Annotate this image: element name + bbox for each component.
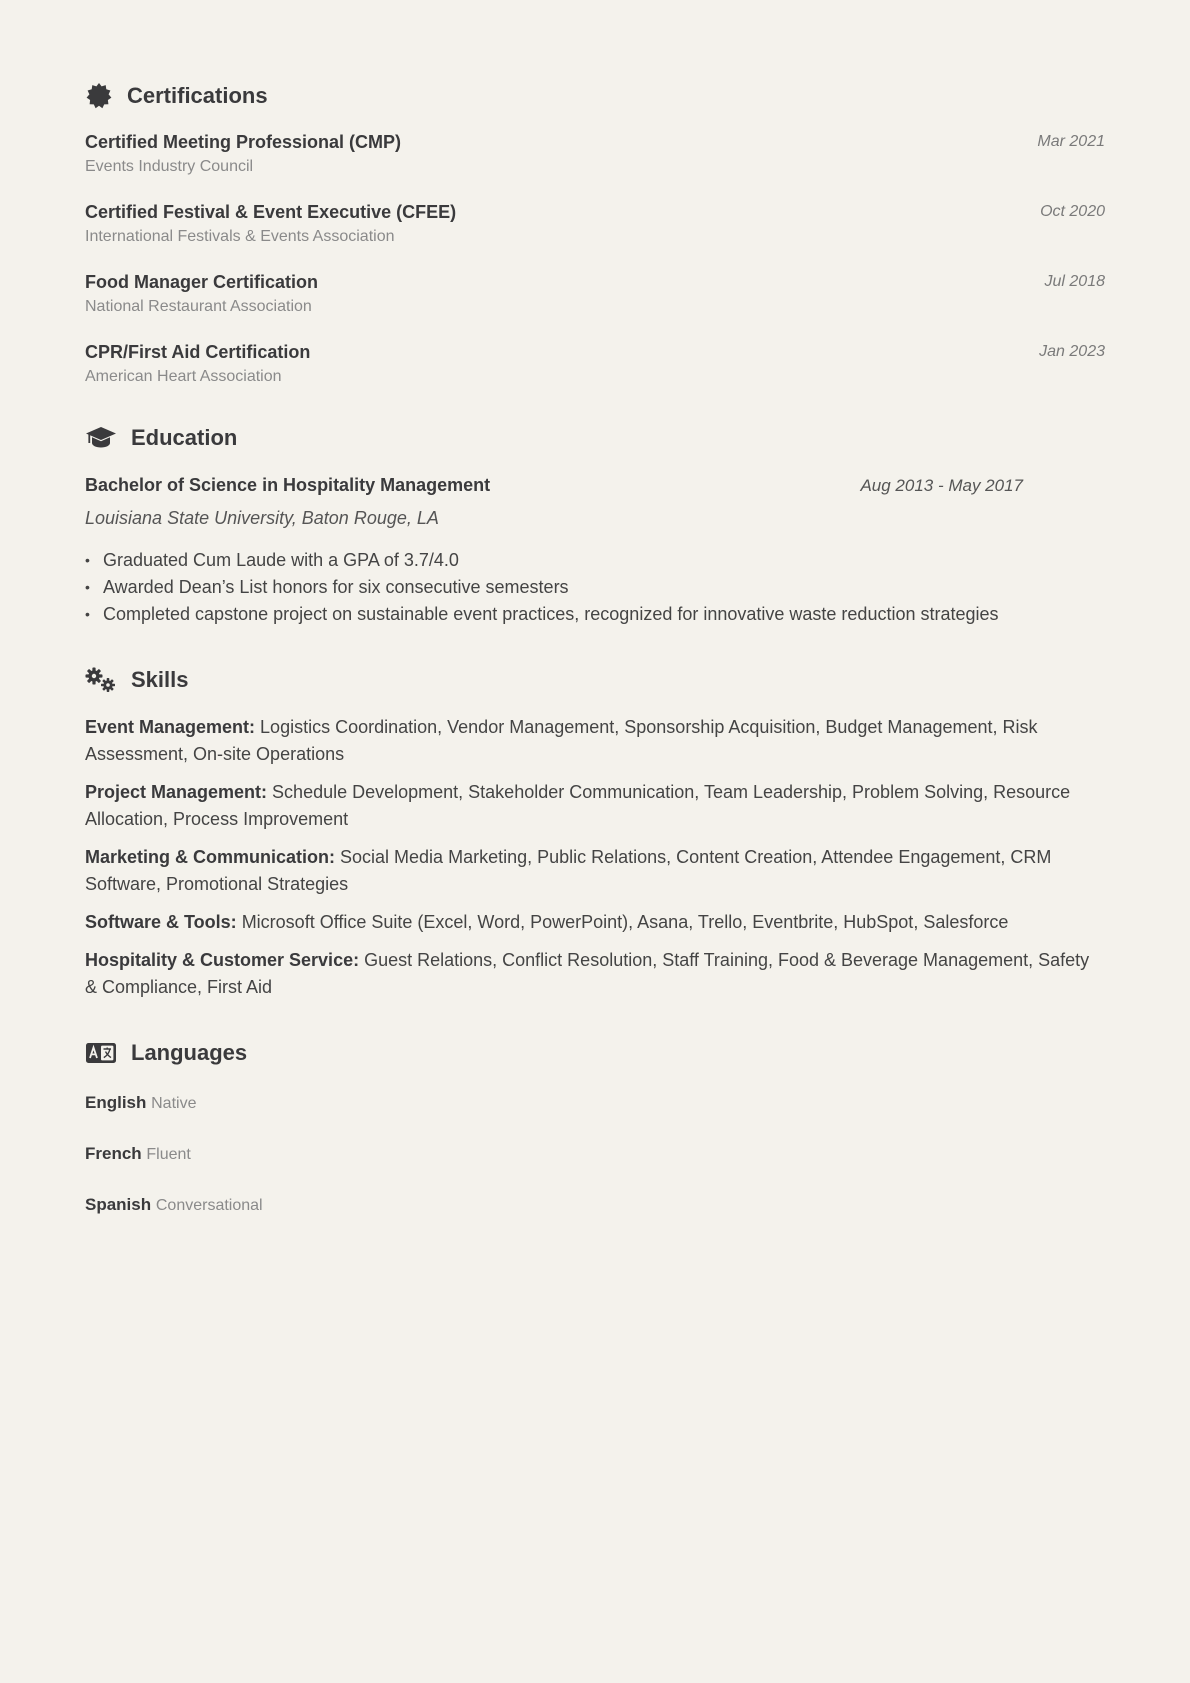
skill-value: Schedule Development, Stakeholder Communication, Team Leadership, Problem Solving, Resource Allocation, Process Improvement: [85, 782, 1071, 829]
list-item: • Awarded Dean’s List honors for six consecutive semesters: [103, 574, 1105, 601]
certifications-header: [85, 82, 1105, 110]
cert-issuer: Events Industry Council: [85, 158, 254, 175]
language-name: Spanish: [85, 1195, 156, 1214]
skill-row: [85, 714, 1105, 768]
cert-date: Mar 2021: [1037, 133, 1105, 150]
skill-row: [85, 909, 1105, 936]
cert-item: [85, 270, 1105, 318]
language-row: [85, 1091, 1105, 1116]
skill-label: Project Management:: [85, 782, 273, 802]
cert-date: Jan 2023: [1039, 343, 1105, 360]
skill-row: [85, 947, 1105, 1001]
languages-header: [85, 1039, 1105, 1067]
language-row: [85, 1142, 1105, 1167]
list-item: • Graduated Cum Laude with a GPA of 3.7/4.0: [103, 547, 1105, 574]
section-title: Certifications: [127, 83, 268, 108]
graduation-cap-icon: [85, 424, 117, 452]
cert-date: Oct 2020: [1040, 203, 1105, 220]
languages-section: [85, 1039, 1105, 1218]
section-title: Languages: [131, 1040, 248, 1065]
language-row: [85, 1193, 1105, 1218]
cert-name: Food Manager Certification: [85, 272, 319, 292]
skill-value: Microsoft Office Suite (Excel, Word, PowerPoint), Asana, Trello, Eventbrite, HubSpot, Salesforce: [241, 912, 1009, 932]
list-item: • Completed capstone project on sustainable event practices, recognized for innovative waste reduction strategies: [103, 601, 1105, 628]
education-header: [85, 424, 1105, 452]
education-section: [85, 424, 1105, 628]
degree: Bachelor of Science in Hospitality Management: [85, 475, 491, 495]
language-icon: [85, 1039, 117, 1067]
section-title: Skills: [131, 667, 189, 692]
skill-label: Software & Tools:: [85, 912, 242, 932]
skill-value: Guest Relations, Conflict Resolution, Staff Training, Food & Beverage Management, Safety & Compliance, First Aid: [85, 950, 1090, 997]
gears-icon: [85, 666, 117, 694]
cert-issuer: American Heart Association: [85, 368, 282, 385]
section-title: Education: [131, 425, 238, 450]
language-level: Conversational: [155, 1197, 263, 1214]
cert-item: [85, 200, 1105, 248]
skills-section: [85, 666, 1105, 1001]
skill-value: Social Media Marketing, Public Relations, Content Creation, Attendee Engagement, CRM Software, Promotional Strategies: [85, 847, 1052, 894]
skill-row: [85, 844, 1105, 898]
cert-issuer: National Restaurant Association: [85, 298, 312, 315]
education-date: Aug 2013 - May 2017: [860, 476, 1023, 495]
cert-name: Certified Meeting Professional (CMP): [85, 132, 402, 152]
cert-name: Certified Festival & Event Executive (CFEE): [85, 202, 457, 222]
school: Louisiana State University, Baton Rouge, LA: [85, 508, 439, 528]
skill-value: Logistics Coordination, Vendor Management, Sponsorship Acquisition, Budget Management, Risk Assessment, On-site Operations: [85, 717, 1038, 764]
cert-name: CPR/First Aid Certification: [85, 342, 311, 362]
cert-item: [85, 130, 1105, 178]
language-name: French: [85, 1144, 147, 1163]
certifications-section: [85, 82, 1105, 388]
skills-header: [85, 666, 1105, 694]
skill-label: Event Management:: [85, 717, 261, 737]
skill-row: [85, 779, 1105, 833]
language-level: Fluent: [146, 1146, 191, 1163]
certificate-badge-icon: [85, 82, 113, 110]
cert-issuer: International Festivals & Events Association: [85, 228, 395, 245]
cert-item: [85, 340, 1105, 388]
education-bullets: [85, 547, 1105, 628]
skill-label: Marketing & Communication:: [85, 847, 341, 867]
skill-label: Hospitality & Customer Service:: [85, 950, 365, 970]
education-entry-top: [85, 472, 1105, 499]
language-name: English: [85, 1093, 152, 1112]
language-level: Native: [151, 1095, 197, 1112]
cert-date: Jul 2018: [1044, 273, 1105, 290]
